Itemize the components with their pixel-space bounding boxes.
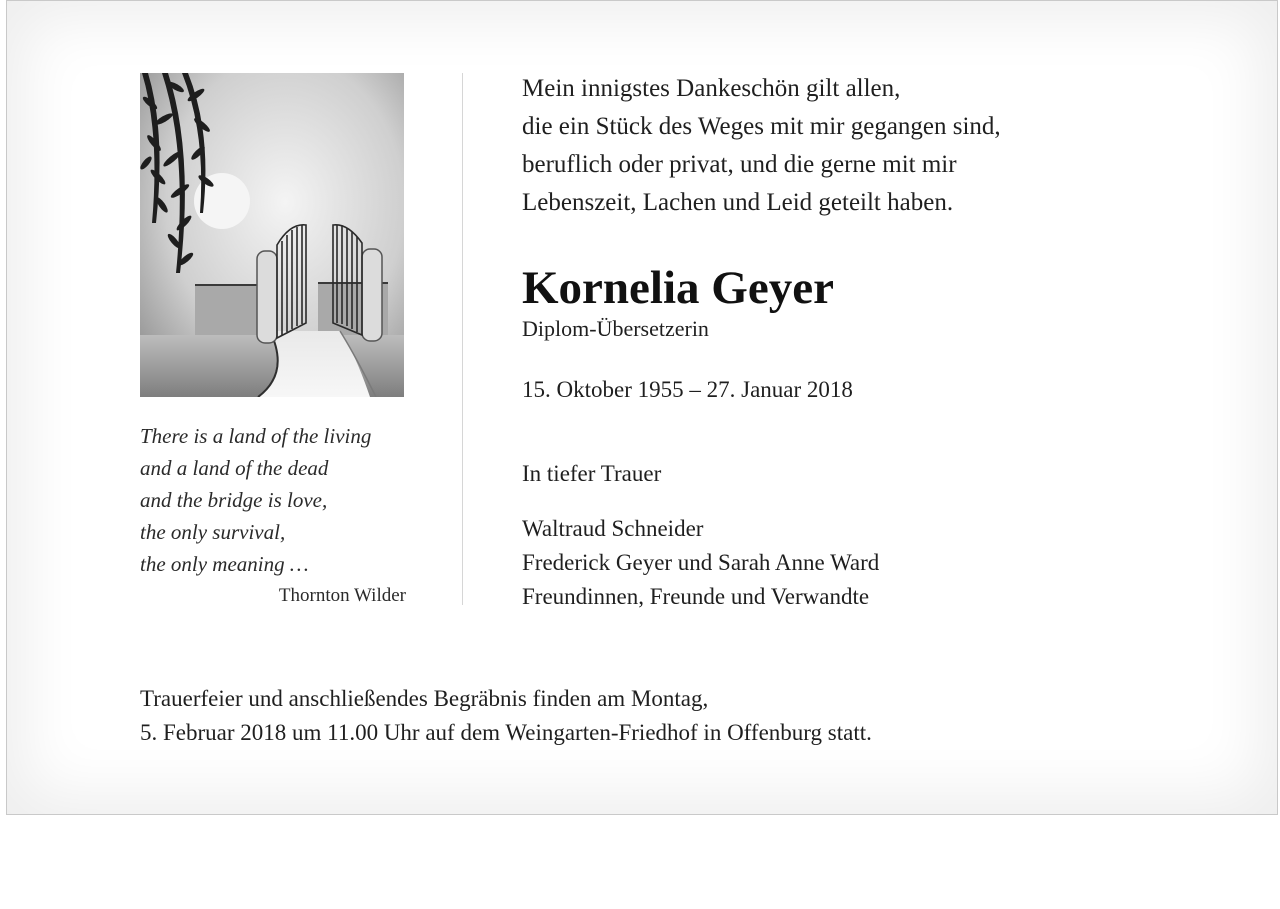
mourners-list xyxy=(522,512,879,614)
poem-line: and the bridge is love, xyxy=(140,488,328,512)
thanks-line: die ein Stück des Weges mit mir gegangen sind, xyxy=(522,113,1001,140)
mourner-name: Freundinnen, Freunde und Verwandte xyxy=(522,584,870,609)
mourning-heading: In tiefer Trauer xyxy=(522,461,662,486)
thanks-line: Mein innigstes Dankeschön gilt allen, xyxy=(522,75,901,102)
garden-gate-illustration xyxy=(140,73,404,397)
poem-line: the only meaning … xyxy=(140,552,309,576)
funeral-line: 5. Februar 2018 um 11.00 Uhr auf dem Weingarten-Friedhof in Offenburg statt. xyxy=(140,720,872,745)
poem-line: the only survival, xyxy=(140,520,286,544)
funeral-notice xyxy=(140,682,872,750)
deceased-profession: Diplom-Übersetzerin xyxy=(522,316,709,341)
life-dates: 15. Oktober 1955 – 27. Januar 2018 xyxy=(522,377,853,402)
mourner-name: Waltraud Schneider xyxy=(522,516,704,541)
poem-line: There is a land of the living xyxy=(140,424,372,448)
mourner-name: Frederick Geyer und Sarah Anne Ward xyxy=(522,550,880,575)
column-divider xyxy=(462,73,463,605)
thanks-line: beruflich oder privat, und die gerne mit mir xyxy=(522,151,957,178)
poem-quote xyxy=(140,420,420,580)
poem-line: and a land of the dead xyxy=(140,456,329,480)
thanks-text xyxy=(522,70,1001,222)
thanks-line: Lebenszeit, Lachen und Leid geteilt haben. xyxy=(522,189,954,216)
poem-author: Thornton Wilder xyxy=(278,585,406,606)
funeral-line: Trauerfeier und anschließendes Begräbnis finden am Montag, xyxy=(140,686,709,711)
deceased-name: Kornelia Geyer xyxy=(522,262,834,314)
